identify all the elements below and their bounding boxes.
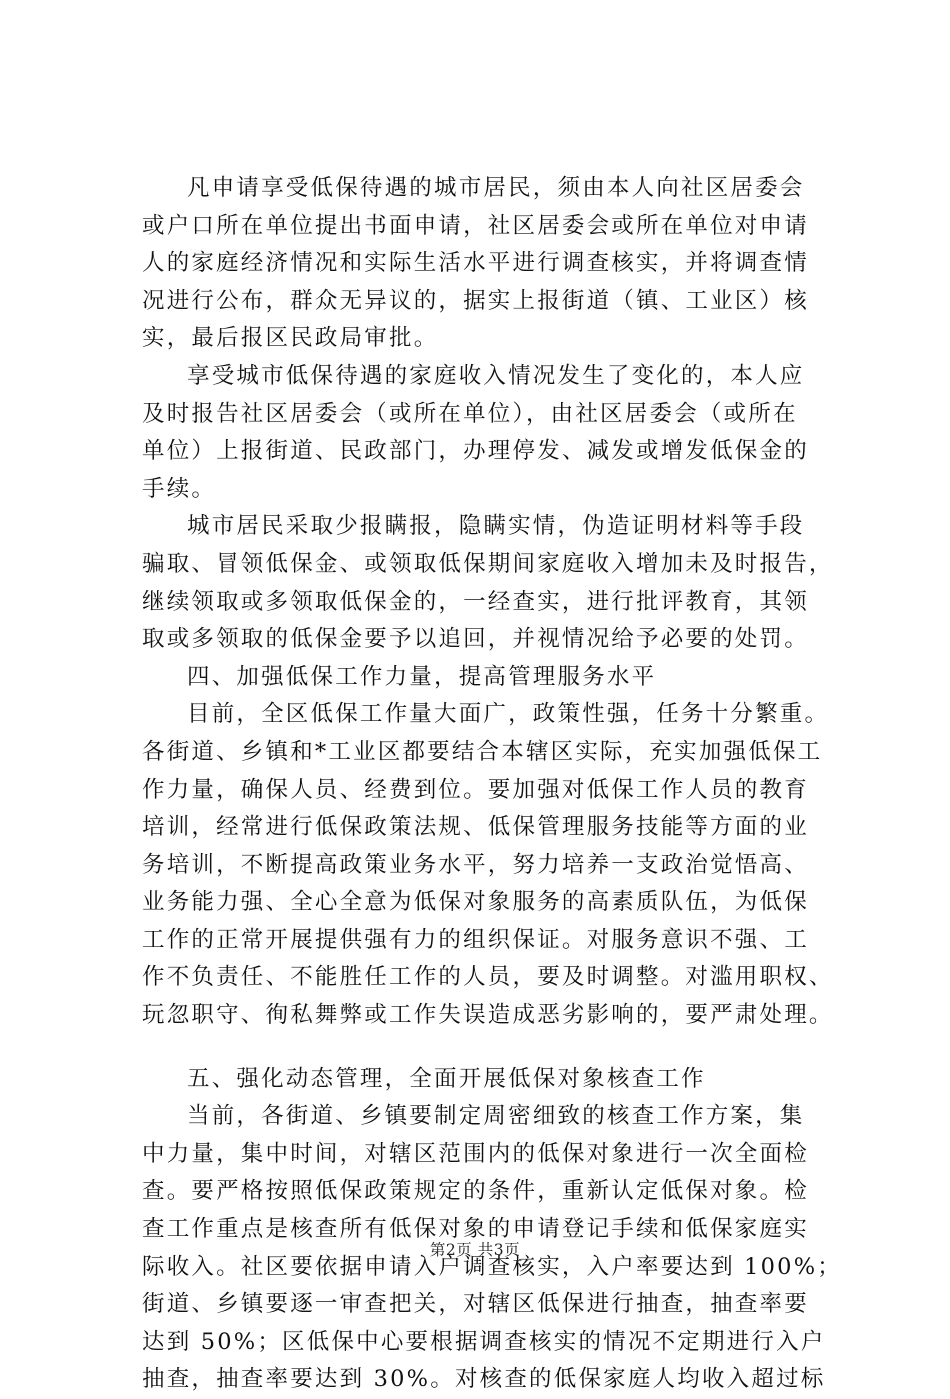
document-body xyxy=(142,170,852,1399)
text-line: 达到 50%；区低保中心要根据调查核实的情况不定期进行入户 xyxy=(142,1328,826,1355)
section-heading-4 xyxy=(142,659,852,697)
text-line: 继续领取或多领取低保金的，一经查实，进行批评教育，其领 xyxy=(142,588,809,615)
section-heading-5 xyxy=(142,1061,852,1099)
text-line: 中力量，集中时间，对辖区范围内的低保对象进行一次全面检 xyxy=(142,1140,809,1167)
paragraph-apply xyxy=(142,170,852,358)
paragraph-fraud xyxy=(142,508,852,658)
text-line: 际收入。社区要依据申请入户调查核实，入户率要达到 100%； xyxy=(142,1253,842,1280)
text-line: 凡申请享受低保待遇的城市居民，须由本人向社区居委会 xyxy=(187,175,805,201)
paragraph-change-report xyxy=(142,358,852,508)
text-line: 培训，经常进行低保政策法规、低保管理服务技能等方面的业 xyxy=(142,814,809,841)
paragraph-workforce xyxy=(142,696,852,1034)
text-line: 工作的正常开展提供强有力的组织保证。对服务意识不强、工 xyxy=(142,926,809,953)
text-line: 查工作重点是核查所有低保对象的申请登记手续和低保家庭实 xyxy=(142,1216,809,1243)
paragraph-spacer xyxy=(142,1035,852,1061)
text-line: 业务能力强、全心全意为低保对象服务的高素质队伍，为低保 xyxy=(142,889,809,916)
text-line: 各街道、乡镇和*工业区都要结合本辖区实际，充实加强低保工 xyxy=(142,738,823,765)
text-line: 查。要严格按照低保政策规定的条件，重新认定低保对象。检 xyxy=(142,1178,809,1205)
section-heading-text: 五、强化动态管理，全面开展低保对象核查工作 xyxy=(187,1065,706,1092)
text-line: 手续。 xyxy=(142,475,217,502)
text-line: 取或多领取的低保金要予以追回，并视情况给予必要的处罚。 xyxy=(142,626,809,653)
text-line: 街道、乡镇要逐一审查把关，对辖区低保进行抽查，抽查率要 xyxy=(142,1291,809,1318)
text-line: 玩忽职守、徇私舞弊或工作失误造成恶劣影响的，要严肃处理。 xyxy=(142,1002,834,1029)
text-line: 骗取、冒领低保金、或领取低保期间家庭收入增加未及时报告， xyxy=(142,550,834,577)
text-line: 抽查，抽查率要达到 30%。对核查的低保家庭人均收入超过标 xyxy=(142,1366,826,1393)
section-heading-text: 四、加强低保工作力量，提高管理服务水平 xyxy=(187,663,657,690)
text-line: 享受城市低保待遇的家庭收入情况发生了变化的，本人应 xyxy=(187,362,805,389)
text-line: 务培训，不断提高政策业务水平，努力培养一支政治觉悟高、 xyxy=(142,851,809,878)
text-line: 况进行公布，群众无异议的，据实上报街道（镇、工业区）核 xyxy=(142,287,809,314)
text-line: 人的家庭经济情况和实际生活水平进行调查核实，并将调查情 xyxy=(142,250,809,277)
text-line: 实，最后报区民政局审批。 xyxy=(142,325,439,352)
text-line: 城市居民采取少报瞒报，隐瞒实情，伪造证明材料等手段 xyxy=(187,513,805,540)
text-line: 单位）上报街道、民政部门，办理停发、减发或增发低保金的 xyxy=(142,438,809,465)
text-line: 及时报告社区居委会（或所在单位），由社区居委会（或所在 xyxy=(142,400,798,427)
text-line: 作力量，确保人员、经费到位。要加强对低保工作人员的教育 xyxy=(142,776,809,803)
text-line: 当前，各街道、乡镇要制定周密细致的核查工作方案，集 xyxy=(187,1103,805,1130)
text-line: 作不负责任、不能胜任工作的人员，要及时调整。对滥用职权、 xyxy=(142,964,834,991)
text-line: 目前，全区低保工作量大面广，政策性强，任务十分繁重。 xyxy=(187,701,830,728)
page-number-footer: 第2页 共3页 xyxy=(429,1241,521,1259)
text-line: 或户口所在单位提出书面申请，社区居委会或所在单位对申请 xyxy=(142,212,809,239)
